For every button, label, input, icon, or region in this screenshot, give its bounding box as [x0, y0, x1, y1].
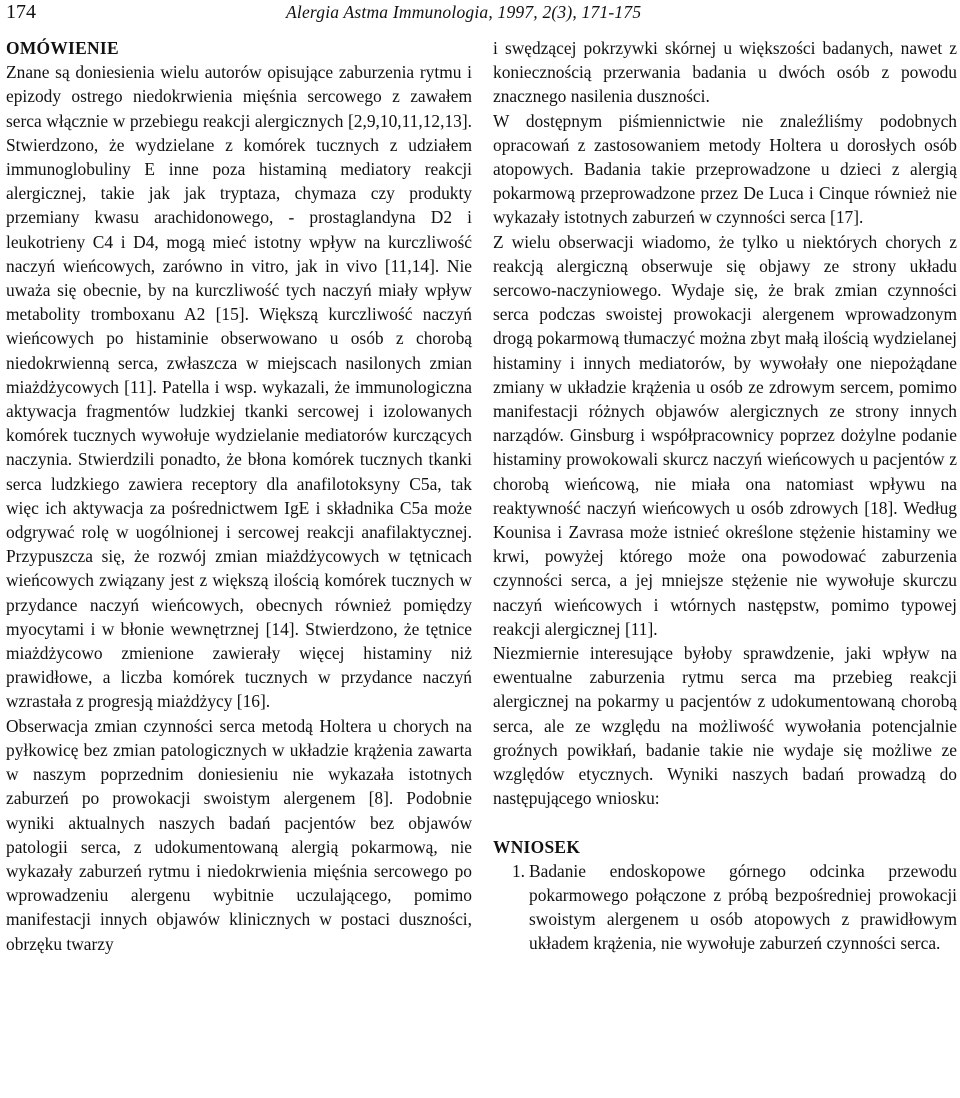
discussion-heading: OMÓWIENIE [6, 38, 119, 58]
conclusion-number: 1. [511, 860, 525, 881]
discussion-paragraph-1: Znane są doniesienia wielu autorów opisujące zaburzenia rytmu i epizody ostrego niedokrwienia mięśnia sercowego z zawałem serca włącznie w przebiegu reakcji alergicznych [2,9,10,11,12,13]. Stwierdzono, że wydzielane z komórek tucznych z udziałem immunoglobuliny E inne poza histaminą mediatory reakcji alergicznej, takie jak jak tryptaza, chymaza czy produkty przemiany kwasu arachidonowego, - prostaglandyna D2 i leukotrieny C4 i D4, mogą mieć istotny wpływ na kurczliwość naczyń wieńcowych, zarówno in vitro, jak in vivo [11,14]. Nie uważa się obecnie, by na kurczliwość tych naczyń miały wpływ metabolity tromboxanu A2 [15]. Większą kurczliwość naczyń wieńcowych po histaminie obserwowano u osób z chorobą niedokrwienną serca, zwłaszcza w miejscach nasilonych zmian miażdżycowych [11]. Patella i wsp. wykazali, że immunologiczna aktywacja fragmentów ludzkiej tkanki sercowej i izolowanych komórek tucznych wywołuje wydzielanie mediatorów kurczących naczynia. Stwierdzili ponadto, że błona komórek tucznych tkanki serca ludzkiego zawiera receptory dla anafilotoksyny C5a, tak więc ich aktywacja za pośrednictwem IgE i składnika C5a może odgrywać rolę w uogólnionej i sercowej reakcji anafilaktycznej. Przypuszcza się, że rozwój zmian miażdżycowych w tętnicach wieńcowych związany jest z większą ilością komórek tucznych w przydance naczyń wieńcowych, obecnych również pomiędzy myocytami i w błonie wewnętrznej [14]. Stwierdzono, że tętnice miażdżycowo zmienione zawierały więcej histaminy niż prawidłowe, a liczba komórek tucznych w przydance naczyń wzrastała z progresją miażdżycy [16]. [6, 62, 472, 712]
discussion-paragraph-2: Obserwacja zmian czynności serca metodą Holtera u chorych na pyłkowicę bez zmian patologicznych w układzie krążenia zawarta w naszym poprzednim doniesieniu nie wykazała istotnych zaburzeń po prowokacji swoistym alergenem [8]. Podobnie wyniki aktualnych naszych badań pacjentów bez objawów patologii serca, z udokumentowaną alergią pokarmową, nie wykazały zaburzeń rytmu i niedokrwienia mięśnia sercowego po wprowadzeniu alergenu wybitnie uczulającego, pomimo manifestacji innych objawów klinicznych w postaci duszności, obrzęku twarzy [6, 715, 472, 954]
conclusion-heading: WNIOSEK [493, 836, 581, 857]
left-column [6, 36, 472, 956]
discussion-paragraph-6: Niezmiernie interesujące byłoby sprawdzenie, jaki wpływ na ewentualne zaburzenia rytmu serca ma przebieg reakcji alergicznej na pokarmy u pacjentów z udokumentowaną chorobą serca, ale ze względu na możliwość wywołania potencjalnie groźnych powikłań, badanie takie nie wydaje się możliwe ze względów etycznych. Wyniki naszych badań prowadzą do następującego wniosku: [493, 643, 957, 809]
conclusions-list [493, 859, 957, 956]
conclusion-item [493, 859, 957, 956]
section-spacer [493, 811, 957, 835]
page-number: 174 [6, 1, 36, 23]
page-header [0, 0, 960, 30]
discussion-paragraph-4: W dostępnym piśmiennictwie nie znaleźliśmy podobnych opracowań z zastosowaniem metody Holtera u dorosłych osób atopowych. Badania takie przeprowadzone u dzieci z alergią pokarmową przeprowadzone przez De Luca i Cinque również nie wykazały istotnych zaburzeń w czynności serca [17]. [493, 110, 957, 228]
discussion-paragraph-3: i swędzącej pokrzywki skórnej u większości badanych, nawet z koniecznością przerwania badania u dwóch osób z powodu znacznego nasilenia duszności. [493, 38, 957, 107]
right-column [493, 36, 957, 956]
journal-reference: Alergia Astma Immunologia, 1997, 2(3), 171-175 [286, 2, 642, 22]
conclusion-text: Badanie endoskopowe górnego odcinka przewodu pokarmowego połączone z próbą bezpośredniej prowokacji swoistym alergenem u osób atopowych z prawidłowym układem krążenia, nie wywołuje zaburzeń czynności serca. [529, 860, 957, 954]
discussion-paragraph-5: Z wielu obserwacji wiadomo, że tylko u niektórych chorych z reakcją alergiczną obserwuje się objawy ze strony układu sercowo-naczyniowego. Wydaje się, że brak zmian czynności serca podczas swoistej prowokacji alergenem wprowadzonym drogą pokarmową tłumaczyć można zbyt małą ilością wydzielanej histaminy i innych mediatorów, by wywołały one niepożądane zmiany w układzie krążenia u osób ze zdrowym sercem, pomimo manifestacji różnych objawów alergicznych ze strony innych narządów. Ginsburg i współpracownicy poprzez dożylne podanie histaminy prowokowali skurcz naczyń wieńcowych u pacjentów z chorobą wieńcową, nie miała ona natomiast wpływu na reaktywność naczyń wieńcowych u osób zdrowych [18]. Według Kounisa i Zavrasa może istnieć określone stężenie histaminy we krwi, powyżej którego może ona powodować zaburzenia czynności serca, a jej mniejsze stężenie nie wywołuje skurczu naczyń wieńcowych i wtórnych następstw, pomimo typowej reakcji alergicznej [11]. [493, 231, 957, 639]
